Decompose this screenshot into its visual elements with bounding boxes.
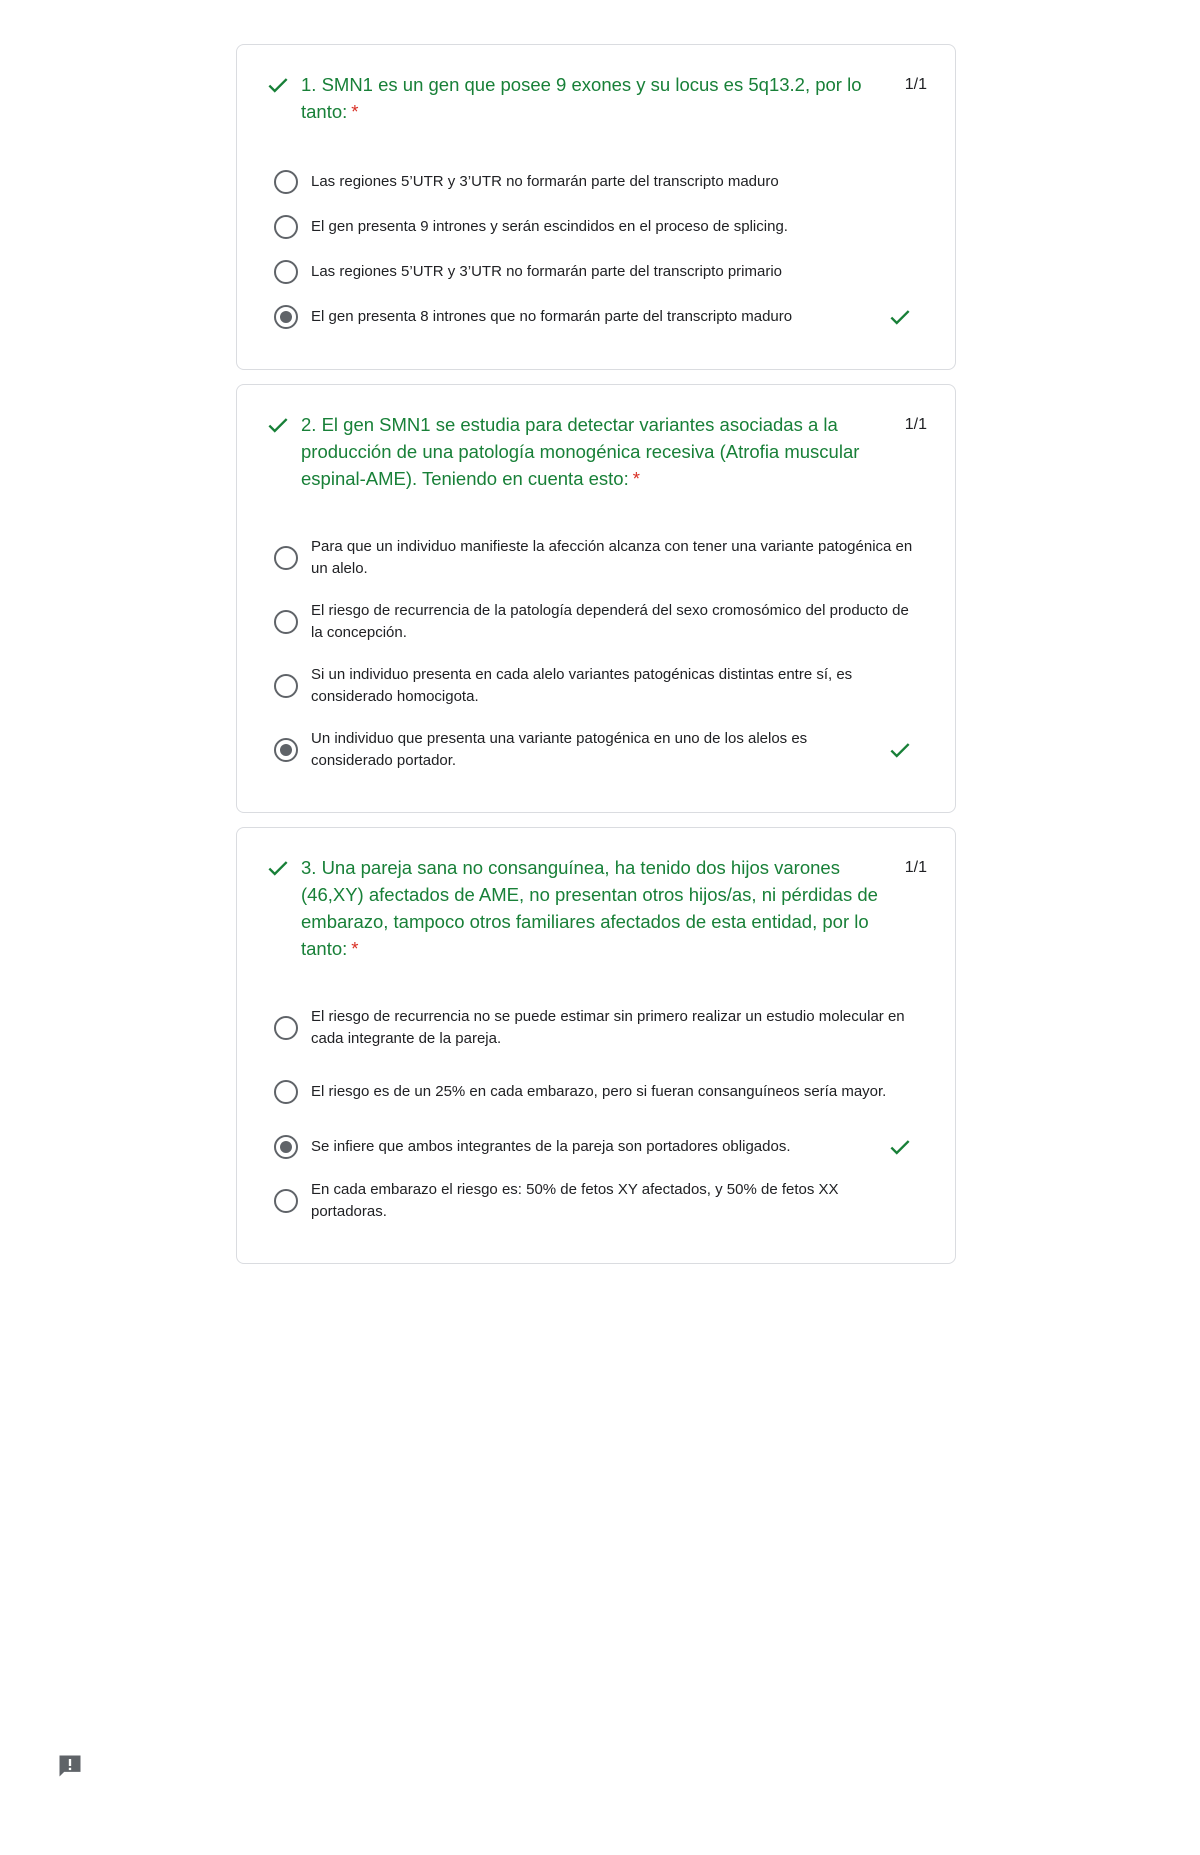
check-icon <box>887 737 913 763</box>
question-title: 1. SMN1 es un gen que posee 9 exones y su locus es 5q13.2, por lo tanto: * <box>301 74 862 122</box>
correct-check-icon <box>265 72 291 98</box>
question-score: 1/1 <box>904 416 927 433</box>
question-card-1 <box>236 44 956 370</box>
required-asterisk: * <box>351 101 359 122</box>
radio-button[interactable] <box>274 674 298 698</box>
question-title: 3. Una pareja sana no consanguínea, ha tenido dos hijos varones (46,XY) afectados de AME, no presentan otros hijos/as, ni pérdidas de embarazo, tampoco otros familiares afectados de esta entidad, por lo tanto: * <box>301 857 878 959</box>
radio-button[interactable] <box>274 260 298 284</box>
option-label: En cada embarazo el riesgo es: 50% de fetos XY afectados, y 50% de fetos XX portadoras. <box>311 1181 839 1220</box>
check-icon <box>887 304 913 330</box>
question-score: 1/1 <box>904 76 927 93</box>
options-list <box>265 526 927 782</box>
radio-button-selected[interactable] <box>274 305 298 329</box>
option-label: Las regiones 5’UTR y 3’UTR no formarán parte del transcripto primario <box>311 262 783 280</box>
required-asterisk: * <box>632 468 640 489</box>
radio-button[interactable] <box>274 1080 298 1104</box>
option-label: El riesgo de recurrencia no se puede estimar sin primero realizar un estudio molecular en cada integrante de la pareja. <box>311 1008 905 1047</box>
question-card-3 <box>236 827 956 1264</box>
option-label: El riesgo es de un 25% en cada embarazo, pero si fueran consanguíneos sería mayor. <box>311 1083 887 1100</box>
radio-button[interactable] <box>274 170 298 194</box>
option-label: Para que un individuo manifieste la afección alcanza con tener una variante patogénica en un alelo. <box>311 538 913 577</box>
options-list <box>265 996 927 1233</box>
option-3[interactable] <box>265 249 927 294</box>
radio-button[interactable] <box>274 215 298 239</box>
option-2[interactable] <box>265 204 927 249</box>
radio-button[interactable] <box>274 546 298 570</box>
correct-check-icon <box>265 412 291 438</box>
option-1[interactable] <box>265 159 927 204</box>
radio-button[interactable] <box>274 610 298 634</box>
option-2[interactable] <box>265 590 927 654</box>
option-3[interactable] <box>265 1124 927 1169</box>
option-label: Un individuo que presenta una variante patogénica en uno de los alelos es considerado portador. <box>311 730 808 769</box>
question-title: 2. El gen SMN1 se estudia para detectar variantes asociadas a la producción de una patología monogénica recesiva (Atrofia muscular espinal-AME). Teniendo en cuenta esto: * <box>301 414 860 489</box>
radio-button[interactable] <box>274 1189 298 1213</box>
question-card-2 <box>236 384 956 813</box>
option-4[interactable] <box>265 1169 927 1233</box>
option-label: El gen presenta 8 intrones que no formarán parte del transcripto maduro <box>311 307 793 325</box>
option-4[interactable] <box>265 718 927 782</box>
question-score: 1/1 <box>904 859 927 876</box>
radio-button[interactable] <box>274 1016 298 1040</box>
option-label: Si un individuo presenta en cada alelo variantes patogénicas distintas entre sí, es considerado homocigota. <box>311 666 853 705</box>
radio-button-selected[interactable] <box>274 738 298 762</box>
required-asterisk: * <box>351 938 359 959</box>
question-header <box>265 411 927 492</box>
option-label: El riesgo de recurrencia de la patología dependerá del sexo cromosómico del producto de la concepción. <box>311 602 909 641</box>
option-label: Se infiere que ambos integrantes de la pareja son portadores obligados. <box>311 1137 791 1155</box>
question-header <box>265 71 927 125</box>
options-list <box>265 159 927 339</box>
option-3[interactable] <box>265 654 927 718</box>
option-2[interactable] <box>265 1060 927 1124</box>
option-4[interactable] <box>265 294 927 339</box>
radio-button-selected[interactable] <box>274 1135 298 1159</box>
option-1[interactable] <box>265 526 927 590</box>
option-1[interactable] <box>265 996 927 1060</box>
question-header <box>265 854 927 962</box>
check-icon <box>887 1134 913 1160</box>
option-label: El gen presenta 9 intrones y serán escindidos en el proceso de splicing. <box>311 217 788 235</box>
report-issue-icon[interactable] <box>56 1752 84 1780</box>
option-label: Las regiones 5’UTR y 3’UTR no formarán parte del transcripto maduro <box>311 172 779 190</box>
quiz-results <box>236 44 956 1278</box>
correct-check-icon <box>265 855 291 881</box>
